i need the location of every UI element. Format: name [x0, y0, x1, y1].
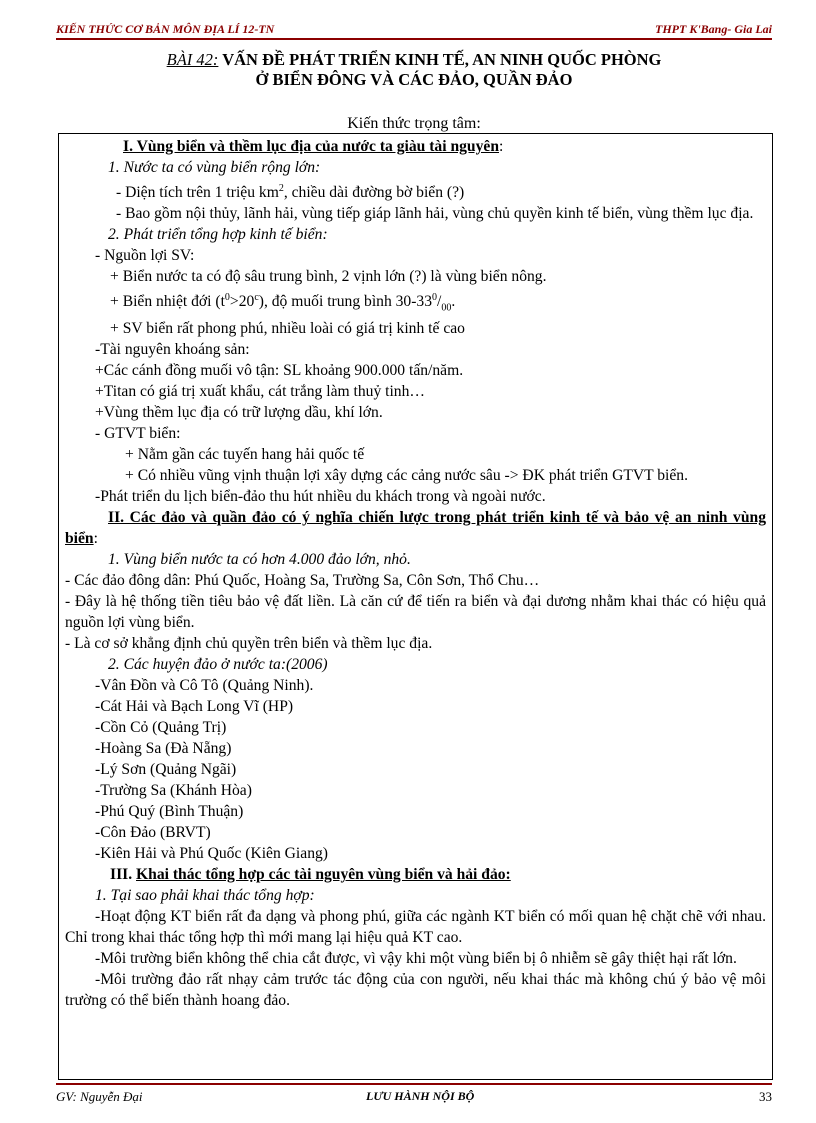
text-paragraph: - Bao gồm nội thủy, lãnh hải, vùng tiếp giáp lãnh hải, vùng chủ quyền kinh tế biển, vùng thềm lục địa. — [116, 205, 754, 223]
list-item: -Côn Đảo (BRVT) — [95, 824, 211, 842]
text-paragraph: - Đây là hệ thống tiền tiêu bảo vệ đất liền. Là căn cứ để tiến ra biển và đại dương nhằm khai thác có hiệu quả nguồn lợi vùng biển. — [65, 593, 766, 632]
text-line: - Là cơ sở khẳng định chủ quyền trên biển và thềm lục địa. — [65, 635, 433, 653]
text-line: +Vùng thềm lục địa có trữ lượng dầu, khí lớn. — [95, 404, 383, 422]
list-item: -Kiên Hải và Phú Quốc (Kiên Giang) — [95, 845, 328, 863]
content-box — [58, 133, 773, 1080]
list-item: -Phú Quý (Bình Thuận) — [95, 803, 244, 821]
text-paragraph: + Có nhiều vũng vịnh thuận lợi xây dựng các cảng nước sâu -> ĐK phát triển GTVT biển. — [125, 467, 689, 485]
text-line: +Các cánh đồng muối vô tận: SL khoảng 900.000 tấn/năm. — [95, 362, 464, 380]
page-header — [56, 22, 772, 40]
text-line: -Tài nguyên khoáng sản: — [95, 341, 250, 359]
title-line1: VẤN ĐỀ PHÁT TRIỂN KINH TẾ, AN NINH QUỐC PHÒNG — [218, 50, 662, 69]
header-right: THPT K'Bang- Gia Lai — [655, 22, 772, 36]
section-2-heading: II. Các đảo và quần đảo có ý nghĩa chiến lược trong phát triển kinh tế và bảo vệ an ninh vùng biển: — [65, 509, 766, 548]
text-line: - Các đảo đông dân: Phú Quốc, Hoàng Sa, Trường Sa, Côn Sơn, Thổ Chu… — [65, 572, 540, 590]
section-1-sub-2: 2. Phát triển tổng hợp kinh tế biển: — [108, 226, 328, 244]
text-line: + Biển nhiệt đới $(t^0>20^c)$, độ muối trung bình $30-33^0/_{00}$. — [110, 292, 456, 314]
section-1-heading: I. Vùng biển và thềm lục địa của nước ta giàu tài nguyên: — [123, 138, 504, 155]
text-paragraph: -Hoạt động KT biển rất đa dạng và phong phú, giữa các ngành KT biển có mối quan hệ chặt chẽ với nhau. Chỉ trong khai thác tổng hợp thì mới mang lại hiệu quả KT cao. — [65, 908, 766, 947]
text-line: + Biển nước ta có độ sâu trung bình, 2 vịnh lớn (?) là vùng biển nông. — [110, 268, 547, 286]
section-3-sub-1: 1. Tại sao phải khai thác tổng hợp: — [95, 887, 315, 905]
text-line: -Phát triển du lịch biển-đảo thu hút nhiều du khách trong và ngoài nước. — [95, 488, 546, 506]
text-line: - Diện tích trên 1 triệu $km^2$, chiều dài đường bờ biển (?) — [116, 183, 465, 202]
page-number: 33 — [759, 1089, 772, 1104]
list-item: -Vân Đồn và Cô Tô (Quảng Ninh). — [95, 677, 314, 695]
page-footer — [56, 1083, 772, 1105]
lesson-number: BÀI 42: — [166, 50, 219, 69]
text-line: + SV biển rất phong phú, nhiều loài có giá trị kinh tế cao — [110, 320, 465, 338]
text-line: +Titan có giá trị xuất khẩu, cát trắng làm thuỷ tinh… — [95, 383, 425, 401]
section-2-sub-1: 1. Vùng biển nước ta có hơn 4.000 đảo lớn, nhỏ. — [108, 551, 411, 569]
footer-center: LƯU HÀNH NỘI BỘ — [366, 1089, 475, 1103]
list-item: -Cát Hải và Bạch Long Vĩ (HP) — [95, 698, 294, 716]
header-left: KIẾN THỨC CƠ BẢN MÔN ĐỊA LÍ 12-TN — [56, 22, 275, 36]
section-1-sub-1: 1. Nước ta có vùng biển rộng lớn: — [108, 159, 321, 176]
page-title — [56, 50, 772, 90]
list-item: -Lý Sơn (Quảng Ngãi) — [95, 761, 237, 779]
text-line: + Nằm gần các tuyến hang hải quốc tế — [125, 446, 365, 464]
footer-author: GV: Nguyễn Đại — [56, 1089, 143, 1104]
text-line: - Nguồn lợi SV: — [95, 247, 195, 265]
text-paragraph: -Môi trường đảo rất nhạy cảm trước tác động của con người, nếu khai thác mà không chú ý bảo vệ môi trường có thể biến thành hoang đảo. — [65, 971, 766, 1010]
section-2-sub-2: 2. Các huyện đảo ở nước ta:(2006) — [108, 656, 328, 674]
list-item: -Cồn Cỏ (Quảng Trị) — [95, 719, 227, 737]
list-item: -Hoàng Sa (Đà Nẵng) — [95, 740, 232, 758]
section-3-heading: III. Khai thác tổng hợp các tài nguyên vùng biển và hải đảo: — [110, 866, 511, 884]
focus-label: Kiến thức trọng tâm: — [347, 115, 481, 132]
text-line: - GTVT biển: — [95, 425, 181, 443]
title-line2: Ở BIỂN ĐÔNG VÀ CÁC ĐẢO, QUẦN ĐẢO — [255, 70, 573, 89]
text-paragraph: -Môi trường biển không thể chia cắt được, vì vậy khi một vùng biển bị ô nhiễm sẽ gây thiệt hại rất lớn. — [95, 950, 737, 968]
list-item: -Trường Sa (Khánh Hòa) — [95, 782, 252, 800]
